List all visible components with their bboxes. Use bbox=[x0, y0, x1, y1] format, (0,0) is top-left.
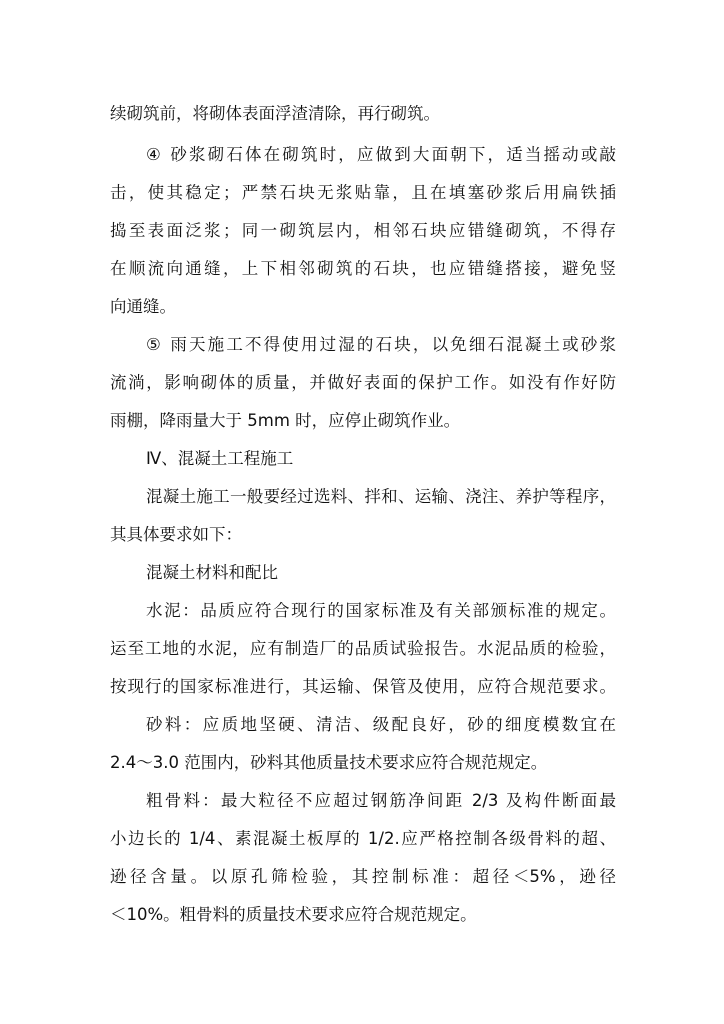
paragraph-line: ④ 砂浆砌石体在砌筑时，应做到大面朝下，适当摇动或敲 bbox=[146, 145, 616, 164]
paragraph-line: 粗骨料：最大粒径不应超过钢筋净间距 2/3 及构件断面最 bbox=[146, 791, 616, 810]
paragraph-line: 在顺流向通缝，上下相邻砌筑的石块，也应错缝搭接，避免竖 bbox=[110, 259, 616, 278]
paragraph-line: 砂料：应质地坚硬、清洁、级配良好，砂的细度模数宜在 bbox=[146, 715, 616, 734]
paragraph-line: 续砌筑前，将砌体表面浮渣清除，再行砌筑。 bbox=[110, 104, 440, 123]
paragraph-line: 小边长的 1/4、素混凝土板厚的 1/2.应严格控制各级骨料的超、 bbox=[110, 829, 616, 848]
paragraph-line: 捣至表面泛浆；同一砌筑层内，相邻石块应错缝砌筑，不得存 bbox=[110, 221, 616, 240]
paragraph-line: 2.4～3.0 范围内，砂料其他质量技术要求应符合规范规定。 bbox=[110, 753, 548, 772]
section-heading: Ⅳ、混凝土工程施工 bbox=[146, 449, 294, 468]
paragraph-line: 水泥：品质应符合现行的国家标准及有关部颁标准的规定。 bbox=[146, 601, 616, 620]
paragraph-line: 向通缝。 bbox=[110, 297, 176, 316]
paragraph-line: 雨棚，降雨量大于 5mm 时，应停止砌筑作业。 bbox=[110, 411, 461, 430]
paragraph-line: 按现行的国家标准进行，其运输、保管及使用，应符合规范要求。 bbox=[110, 677, 616, 696]
paragraph-line: 其具体要求如下： bbox=[110, 525, 242, 544]
paragraph-line: 运至工地的水泥，应有制造厂的品质试验报告。水泥品质的检验， bbox=[110, 639, 616, 658]
paragraph-line: 混凝土施工一般要经过选料、拌和、运输、浇注、养护等程序， bbox=[146, 487, 616, 506]
paragraph-line: 流淌，影响砌体的质量，并做好表面的保护工作。如没有作好防 bbox=[110, 373, 616, 392]
paragraph-line: ＜10%。粗骨料的质量技术要求应符合规范规定。 bbox=[110, 905, 477, 924]
paragraph-line: 逊径含量。以原孔筛检验，其控制标准：超径＜5%，逊径 bbox=[110, 867, 616, 886]
paragraph-line: 击，使其稳定；严禁石块无浆贴靠，且在填塞砂浆后用扁铁插 bbox=[110, 183, 616, 202]
paragraph-line: ⑤ 雨天施工不得使用过湿的石块，以免细石混凝土或砂浆 bbox=[146, 335, 616, 354]
subheading: 混凝土材料和配比 bbox=[146, 563, 278, 582]
